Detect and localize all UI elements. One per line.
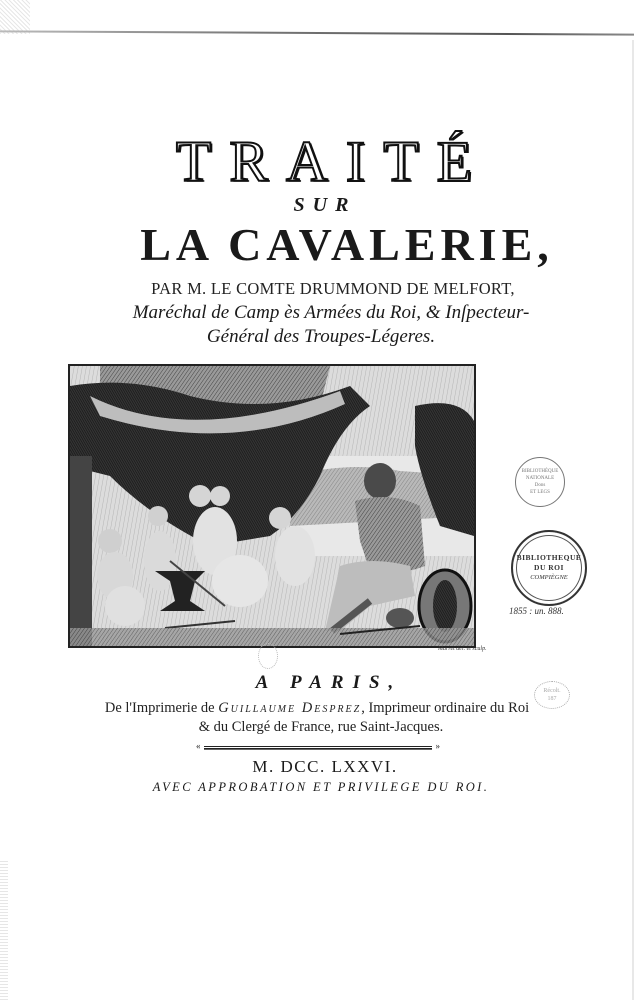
privilege-line: AVEC APPROBATION ET PRIVILEGE DU ROI. (152, 780, 490, 794)
library-stamp-oval (515, 457, 565, 507)
title-sur: SUR (293, 194, 357, 216)
recolement-line2: 187 (547, 696, 557, 702)
imprint-line1-suffix: , Imprimeur ordinaire du Roi (361, 700, 530, 716)
imprint-line1 (0, 700, 634, 717)
frontispiece-engraving (68, 364, 476, 648)
library-stamp-round (511, 530, 587, 606)
scan-left-edge (0, 860, 8, 1000)
stamp-oval-line2: Dons (534, 483, 546, 488)
printer-name: Guillaume Desprez (218, 700, 362, 716)
imprint-place: A PARIS, (255, 672, 403, 693)
scan-corner-noise (0, 0, 30, 34)
page-top-edge (0, 30, 634, 35)
publication-date: M. DCC. LXXVI. (252, 757, 398, 776)
stamp-oval-line1: BIBLIOTHÈQUE NATIONALE (521, 469, 559, 481)
stamp-round-top: BIBLIOTHEQUE DU ROI (516, 553, 582, 572)
recolement-line1: Récolt. (543, 688, 561, 694)
stamp-oval-line3: ET LEGS (530, 490, 550, 495)
rule-left-arrow-icon: « (196, 741, 201, 751)
title-cavalerie: LA CAVALERIE, (140, 219, 554, 270)
rule-bar (204, 746, 432, 747)
author-title-line1: Maréchal de Camp ès Armées du Roi, & Inſpecteur- (132, 302, 530, 323)
faint-stamp-mark (258, 643, 278, 669)
title-traite: TRAITÉ (175, 129, 491, 194)
engraver-credit: Marret del. et sculp. (438, 646, 487, 652)
author-title-line2: Général des Troupes-Légeres. (206, 326, 436, 347)
imprint-line2: & du Clergé de France, rue Saint-Jacques. (198, 719, 444, 735)
imprint-line1-prefix: De l'Imprimerie de (104, 700, 219, 716)
author-name: PAR M. LE COMTE DRUMMOND DE MELFORT, (151, 279, 515, 298)
stamp-round-middle: COMPIÈGNE (530, 574, 568, 581)
engraving-illustration (70, 366, 474, 646)
shelfmark: 1855 : un. 888. (509, 606, 564, 616)
rule-right-arrow-icon: » (435, 741, 440, 751)
ornamental-rule (196, 741, 440, 751)
